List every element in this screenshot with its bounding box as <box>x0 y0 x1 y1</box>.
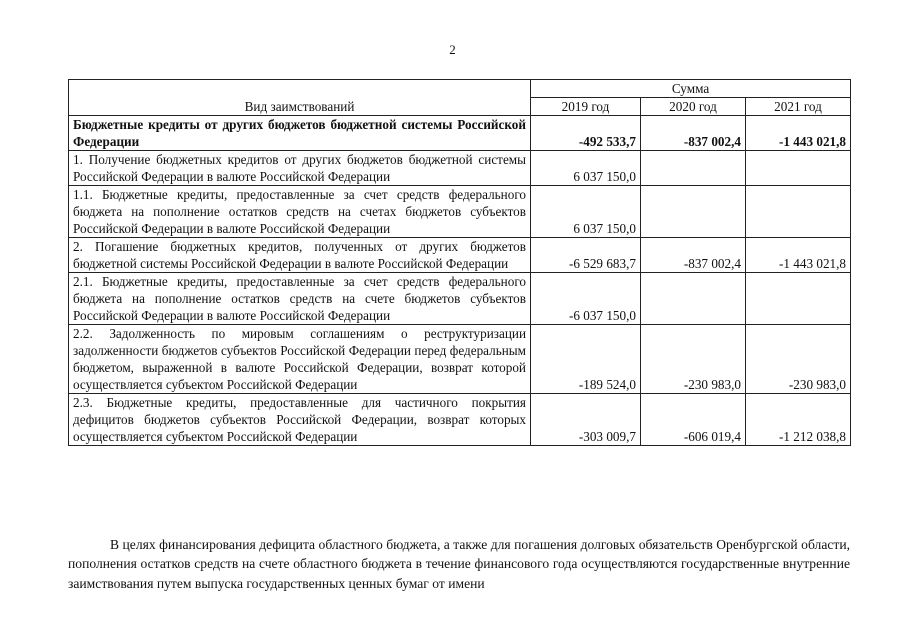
row-value-2021 <box>746 186 851 238</box>
header-year-2020: 2020 год <box>641 98 746 116</box>
row-value-2020 <box>641 273 746 325</box>
header-borrowing-kind: Вид заимствований <box>69 80 531 116</box>
table-row <box>69 394 851 446</box>
row-name: Бюджетные кредиты от других бюджетов бюджетной системы Российской Федерации <box>69 116 531 151</box>
row-value-2021 <box>746 151 851 186</box>
row-value-2019: -303 009,7 <box>531 394 641 446</box>
row-name: 2.3. Бюджетные кредиты, предоставленные для частичного покрытия дефицитов бюджетов субъектов Российской Федерации, возврат которых осуществляется субъектом Российской Федерации <box>69 394 531 446</box>
row-value-2020: -837 002,4 <box>641 116 746 151</box>
row-value-2021: -1 212 038,8 <box>746 394 851 446</box>
row-value-2019: -492 533,7 <box>531 116 641 151</box>
header-sum: Сумма <box>531 80 851 98</box>
borrowings-table <box>68 79 851 446</box>
row-value-2021: -1 443 021,8 <box>746 116 851 151</box>
page-number: 2 <box>449 42 456 57</box>
table-row <box>69 186 851 238</box>
table-row <box>69 325 851 394</box>
body-paragraph: В целях финансирования дефицита областного бюджета, а также для погашения долговых обязательств Оренбургской области, пополнения остатков средств на счете областного бюджета в течение финансового года осуществляются государственные внутренние заимствования путем выпуска государственных ценных бумаг от имени <box>68 536 850 591</box>
row-value-2020: -837 002,4 <box>641 238 746 273</box>
row-value-2019: 6 037 150,0 <box>531 186 641 238</box>
header-year-2019: 2019 год <box>531 98 641 116</box>
row-value-2020 <box>641 186 746 238</box>
table-row <box>69 151 851 186</box>
row-value-2021 <box>746 273 851 325</box>
row-value-2019: -189 524,0 <box>531 325 641 394</box>
row-value-2019: -6 037 150,0 <box>531 273 641 325</box>
row-name: 2. Погашение бюджетных кредитов, полученных от других бюджетов бюджетной системы Российской Федерации в валюте Российской Федерации <box>69 238 531 273</box>
row-name: 1. Получение бюджетных кредитов от других бюджетов бюджетной системы Российской Федерации в валюте Российской Федерации <box>69 151 531 186</box>
row-value-2020: -230 983,0 <box>641 325 746 394</box>
row-value-2020: -606 019,4 <box>641 394 746 446</box>
row-value-2019: 6 037 150,0 <box>531 151 641 186</box>
row-name: 2.1. Бюджетные кредиты, предоставленные за счет средств федерального бюджета на пополнение остатков средств на счете бюджетов субъектов Российской Федерации в валюте Российской Федерации <box>69 273 531 325</box>
row-name: 1.1. Бюджетные кредиты, предоставленные за счет средств федерального бюджета на пополнение остатков средств на счетах бюджетов субъектов Российской Федерации в валюте Российской Федерации <box>69 186 531 238</box>
row-value-2021: -1 443 021,8 <box>746 238 851 273</box>
table-row <box>69 238 851 273</box>
table-row <box>69 116 851 151</box>
row-value-2021: -230 983,0 <box>746 325 851 394</box>
row-value-2020 <box>641 151 746 186</box>
header-year-2021: 2021 год <box>746 98 851 116</box>
row-name: 2.2. Задолженность по мировым соглашениям о реструктуризации задолженности бюджетов субъектов Российской Федерации перед федеральным бюджетом, выраженной в валюте Российской Федерации, возврат которой осуществляется субъектом Российской Федерации <box>69 325 531 394</box>
row-value-2019: -6 529 683,7 <box>531 238 641 273</box>
table-row <box>69 273 851 325</box>
